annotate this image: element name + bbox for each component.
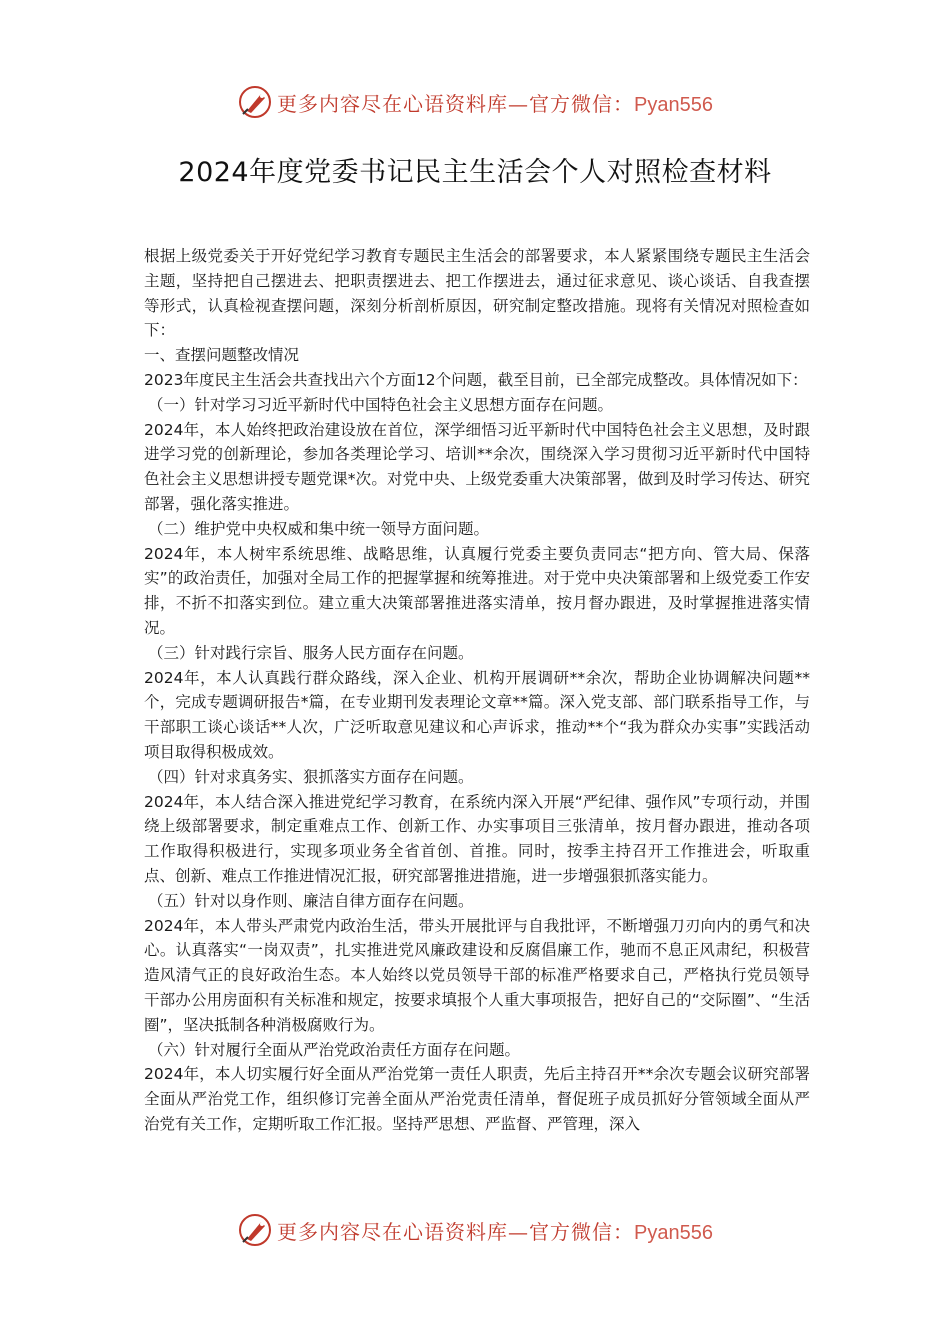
paragraph: 2024年，本人始终把政治建设放在首位，深学细悟习近平新时代中国特色社会主义思想，及时跟进学习党的创新理论，参加各类理论学习、培训**余次，围绕深入学习贯彻习近平新时代中国特色社会主义思想讲授专题党课*次。对党中央、上级党委重大决策部署，做到及时学习传达、研究部署，强化落实推进。 (144, 420, 810, 513)
paragraph: 根据上级党委关于开好党纪学习教育专题民主生活会的部署要求，本人紧紧围绕专题民主生活会主题，坚持把自己摆进去、把职责摆进去、把工作摆进去，通过征求意见、谈心谈话、自我查摆等形式，认真检视查摆问题，深刻分析剖析原因，研究制定整改措施。现将有关情况对照检查如下： (144, 247, 810, 340)
subsection-heading: （六）针对履行全面从严治党政治责任方面存在问题。 (148, 1040, 521, 1059)
paragraph: 2024年，本人结合深入推进党纪学习教育，在系统内深入开展“严纪律、强作风”专项行动，并围绕上级部署要求，制定重难点工作、创新工作、办实事项目三张清单，按月督办跟进，推动各项工作取得积极进行，实现多项业务全省首创、首推。同时，按季主持召开工作推进会，听取重点、创新、难点工作推进情况汇报，研究部署推进措施，进一步增强狠抓落实能力。 (144, 792, 810, 885)
pen-nib-logo-icon (237, 1212, 273, 1248)
promo-handle: Pyan556 (634, 1221, 713, 1244)
subsection-heading: （一）针对学习习近平新时代中国特色社会主义思想方面存在问题。 (148, 395, 614, 414)
paragraph: 2024年，本人认真践行群众路线，深入企业、机构开展调研**余次，帮助企业协调解决问题**个，完成专题调研报告*篇，在专业期刊发表理论文章**篇。深入党支部、部门联系指导工作，与干部职工谈心谈话**人次，广泛听取意见建议和心声诉求，推动**个“我为群众办实事”实践活动项目取得积极成效。 (144, 668, 810, 761)
paragraph: 2023年度民主生活会共查找出六个方面12个问题，截至目前，已全部完成整改。具体情况如下： (144, 370, 808, 389)
promo-text: 更多内容尽在心语资料库—官方微信：Pyan556 (277, 91, 713, 116)
promo-banner-bottom (0, 1210, 950, 1250)
pen-nib-logo-icon (237, 84, 273, 120)
subsection-heading: （五）针对以身作则、廉洁自律方面存在问题。 (148, 891, 474, 910)
promo-banner-top (0, 82, 950, 122)
paragraph: 2024年，本人树牢系统思维、战略思维，认真履行党委主要负责同志“把方向、管大局、保落实”的政治责任，加强对全局工作的把握掌握和统筹推进。对于党中央决策部署和上级党委工作安排，不折不扣落实到位。建立重大决策部署推进落实清单，按月督办跟进，及时掌握推进落实情况。 (144, 544, 810, 637)
paragraph: 2024年，本人切实履行好全面从严治党第一责任人职责，先后主持召开**余次专题会议研究部署全面从严治党工作，组织修订完善全面从严治党责任清单，督促班子成员抓好分管领域全面从严治党有关工作，定期听取工作汇报。坚持严思想、严监督、严管理，深入 (144, 1065, 810, 1133)
subsection-heading: （四）针对求真务实、狠抓落实方面存在问题。 (148, 767, 474, 786)
promo-text: 更多内容尽在心语资料库—官方微信：Pyan556 (277, 1219, 713, 1244)
document-body (144, 244, 810, 1137)
subsection-heading: （二）维护党中央权威和集中统一领导方面问题。 (148, 519, 490, 538)
section-heading: 一、查摆问题整改情况 (144, 346, 300, 365)
promo-handle: Pyan556 (634, 93, 713, 116)
document-title: 2024年度党委书记民主生活会个人对照检查材料 (178, 157, 772, 188)
subsection-heading: （三）针对践行宗旨、服务人民方面存在问题。 (148, 643, 474, 662)
paragraph: 2024年，本人带头严肃党内政治生活，带头开展批评与自我批评，不断增强刀刃向内的勇气和决心。认真落实“一岗双责”，扎实推进党风廉政建设和反腐倡廉工作，驰而不息正风肃纪，积极营造风清气正的良好政治生态。本人始终以党员领导干部的标准严格要求自己，严格执行党员领导干部办公用房面积有关标准和规定，按要求填报个人重大事项报告，把好自己的“交际圈”、“生活圈”，坚决抵制各种消极腐败行为。 (144, 916, 810, 1034)
